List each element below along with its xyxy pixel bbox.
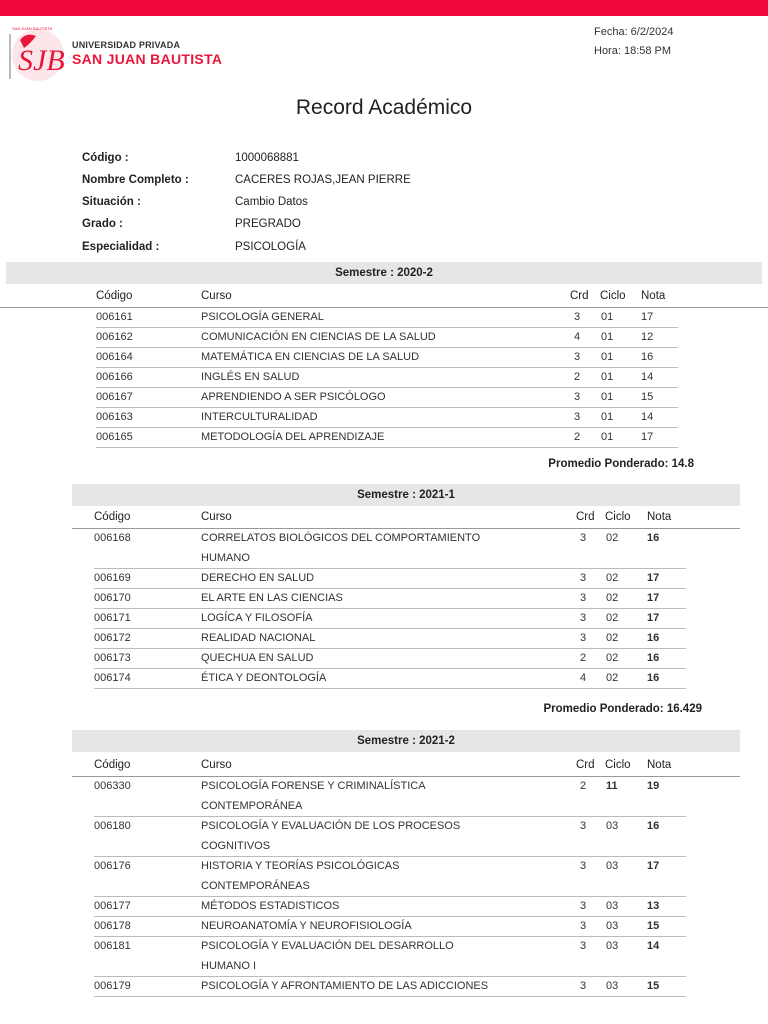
cell-crd: 3 (574, 391, 581, 403)
cell-nota: 17 (647, 860, 660, 872)
cell-nota: 17 (641, 431, 654, 443)
column-header-ciclo: Ciclo (605, 759, 631, 771)
cell-codigo: 006330 (94, 780, 131, 792)
cell-codigo: 006171 (94, 612, 131, 624)
cell-curso: INGLÉS EN SALUD (201, 371, 300, 383)
cell-nota: 17 (647, 592, 660, 604)
cell-codigo: 006180 (94, 820, 131, 832)
info-label: Código : (82, 152, 129, 164)
cell-codigo: 006168 (94, 532, 131, 544)
cell-nota: 16 (641, 351, 654, 363)
row-divider (94, 996, 686, 997)
cell-ciclo: 11 (606, 780, 618, 792)
cell-curso: MATEMÁTICA EN CIENCIAS DE LA SALUD (201, 351, 420, 363)
cell-nota: 14 (641, 371, 654, 383)
cell-codigo: 006167 (96, 391, 133, 403)
cell-ciclo: 03 (606, 900, 619, 912)
column-header-crd: Crd (576, 759, 595, 771)
cell-curso: MÉTODOS ESTADISTICOS (201, 900, 340, 912)
cell-codigo: 006177 (94, 900, 131, 912)
cell-codigo: 006176 (94, 860, 131, 872)
column-header-curso: Curso (201, 511, 232, 523)
column-header-crd: Crd (570, 290, 589, 302)
cell-ciclo: 01 (601, 331, 614, 343)
cell-nota: 14 (641, 411, 654, 423)
cell-ciclo: 01 (601, 311, 614, 323)
cell-nota: 14 (647, 940, 660, 952)
cell-nota: 12 (641, 331, 654, 343)
cell-nota: 15 (647, 980, 660, 992)
cell-crd: 4 (580, 672, 587, 684)
cell-curso: PSICOLOGÍA Y AFRONTAMIENTO DE LAS ADICCIONES (201, 980, 489, 992)
cell-crd: 3 (580, 632, 587, 644)
cell-codigo: 006172 (94, 632, 131, 644)
cell-ciclo: 02 (606, 592, 619, 604)
university-name-line1: UNIVERSIDAD PRIVADA (72, 40, 181, 50)
cell-curso: PSICOLOGÍA Y EVALUACIÓN DEL DESARROLLO (201, 940, 454, 952)
cell-codigo: 006169 (94, 572, 131, 584)
cell-curso: ÉTICA Y DEONTOLOGÍA (201, 672, 327, 684)
svg-text:SJB: SJB (18, 44, 65, 77)
cell-ciclo: 01 (601, 391, 614, 403)
semester-header: Semestre : 2021-2 (72, 730, 740, 752)
cell-curso: EL ARTE EN LAS CIENCIAS (201, 592, 343, 604)
cell-codigo: 006179 (94, 980, 131, 992)
semester-header: Semestre : 2021-1 (72, 484, 740, 506)
cell-ciclo: 01 (601, 411, 614, 423)
cell-ciclo: 02 (606, 632, 619, 644)
cell-codigo: 006181 (94, 940, 131, 952)
semester-header: Semestre : 2020-2 (6, 262, 762, 284)
cell-curso: PSICOLOGÍA Y EVALUACIÓN DE LOS PROCESOS (201, 820, 461, 832)
column-header-crd: Crd (576, 511, 595, 523)
cell-ciclo: 02 (606, 572, 619, 584)
info-value: Cambio Datos (235, 196, 308, 208)
cell-ciclo: 03 (606, 940, 619, 952)
cell-crd: 3 (574, 311, 581, 323)
cell-nota: 17 (647, 612, 660, 624)
cell-curso: REALIDAD NACIONAL (201, 632, 316, 644)
weighted-average: Promedio Ponderado: 16.429 (543, 703, 702, 715)
cell-curso: METODOLOGÍA DEL APRENDIZAJE (201, 431, 385, 443)
cell-ciclo: 03 (606, 980, 619, 992)
cell-crd: 3 (580, 592, 587, 604)
cell-nota: 16 (647, 672, 660, 684)
column-header-nota: Nota (647, 511, 672, 523)
cell-crd: 3 (580, 612, 587, 624)
cell-curso: LOGÍCA Y FILOSOFÍA (201, 612, 313, 624)
cell-ciclo: 03 (606, 920, 619, 932)
university-logo (6, 22, 66, 84)
cell-crd: 3 (580, 920, 587, 932)
cell-codigo: 006166 (96, 371, 133, 383)
cell-curso-continued: HUMANO (201, 552, 250, 564)
column-header-codigo: Código (94, 511, 131, 523)
cell-curso: CORRELATOS BIOLÓGICOS DEL COMPORTAMIENTO (201, 532, 481, 544)
report-date: Fecha: 6/2/2024 (594, 26, 674, 38)
row-divider (94, 688, 686, 689)
column-header-codigo: Código (96, 290, 133, 302)
column-header-ciclo: Ciclo (600, 290, 626, 302)
report-time: Hora: 18:58 PM (594, 45, 672, 57)
cell-nota: 16 (647, 532, 660, 544)
column-header-nota: Nota (647, 759, 672, 771)
svg-text:SAN JUAN BAUTISTA: SAN JUAN BAUTISTA (12, 26, 53, 31)
cell-ciclo: 03 (606, 820, 619, 832)
cell-curso-continued: CONTEMPORÁNEAS (201, 880, 310, 892)
column-header-codigo: Código (94, 759, 131, 771)
cell-codigo: 006164 (96, 351, 133, 363)
info-label: Grado : (82, 218, 123, 230)
cell-crd: 2 (580, 780, 587, 792)
info-label: Situación : (82, 196, 141, 208)
cell-curso-continued: HUMANO I (201, 960, 256, 972)
info-label: Nombre Completo : (82, 174, 189, 186)
page-title: Record Académico (295, 96, 473, 119)
cell-nota: 17 (647, 572, 660, 584)
column-header-nota: Nota (641, 290, 666, 302)
university-name-line2: SAN JUAN BAUTISTA (72, 51, 223, 67)
cell-crd: 3 (580, 820, 587, 832)
cell-curso: HISTORIA Y TEORÍAS PSICOLÓGICAS (201, 860, 400, 872)
cell-ciclo: 01 (601, 351, 614, 363)
cell-ciclo: 02 (606, 532, 619, 544)
cell-nota: 16 (647, 652, 660, 664)
cell-curso: COMUNICACIÓN EN CIENCIAS DE LA SALUD (201, 331, 436, 343)
column-header-curso: Curso (201, 290, 232, 302)
cell-codigo: 006170 (94, 592, 131, 604)
cell-ciclo: 02 (606, 672, 619, 684)
cell-crd: 3 (580, 980, 587, 992)
cell-nota: 16 (647, 632, 660, 644)
cell-curso: NEUROANATOMÍA Y NEUROFISIOLOGÍA (201, 920, 412, 932)
info-value: PSICOLOGÍA (235, 241, 306, 253)
cell-crd: 2 (580, 652, 587, 664)
cell-curso-continued: CONTEMPORÁNEA (201, 800, 303, 812)
cell-codigo: 006178 (94, 920, 131, 932)
row-divider (96, 447, 678, 448)
cell-ciclo: 01 (601, 371, 614, 383)
cell-codigo: 006163 (96, 411, 133, 423)
cell-codigo: 006165 (96, 431, 133, 443)
cell-crd: 3 (580, 532, 587, 544)
cell-curso: APRENDIENDO A SER PSICÓLOGO (201, 391, 386, 403)
cell-nota: 17 (641, 311, 654, 323)
info-value: 1000068881 (235, 152, 299, 164)
cell-nota: 13 (647, 900, 660, 912)
cell-crd: 3 (580, 572, 587, 584)
cell-crd: 4 (574, 331, 581, 343)
cell-crd: 3 (580, 860, 587, 872)
weighted-average: Promedio Ponderado: 14.8 (548, 458, 694, 470)
cell-codigo: 006162 (96, 331, 133, 343)
cell-nota: 15 (647, 920, 660, 932)
cell-curso: INTERCULTURALIDAD (201, 411, 318, 423)
cell-codigo: 006173 (94, 652, 131, 664)
cell-ciclo: 02 (606, 652, 619, 664)
cell-ciclo: 01 (601, 431, 614, 443)
cell-curso: DERECHO EN SALUD (201, 572, 315, 584)
cell-curso-continued: COGNITIVOS (201, 840, 271, 852)
cell-crd: 2 (574, 371, 581, 383)
cell-nota: 19 (647, 780, 660, 792)
cell-codigo: 006174 (94, 672, 131, 684)
cell-codigo: 006161 (96, 311, 133, 323)
cell-crd: 2 (574, 431, 581, 443)
cell-ciclo: 02 (606, 612, 619, 624)
cell-crd: 3 (574, 411, 581, 423)
cell-ciclo: 03 (606, 860, 619, 872)
info-value: CACERES ROJAS,JEAN PIERRE (235, 174, 411, 186)
column-header-curso: Curso (201, 759, 232, 771)
info-label: Especialidad : (82, 241, 160, 253)
cell-crd: 3 (580, 940, 587, 952)
top-accent-bar (0, 0, 768, 16)
cell-curso: PSICOLOGÍA FORENSE Y CRIMINALÍSTICA (201, 780, 426, 792)
cell-curso: QUECHUA EN SALUD (201, 652, 314, 664)
cell-crd: 3 (580, 900, 587, 912)
info-value: PREGRADO (235, 218, 301, 230)
cell-nota: 16 (647, 820, 660, 832)
cell-nota: 15 (641, 391, 654, 403)
cell-curso: PSICOLOGÍA GENERAL (201, 311, 324, 323)
column-header-ciclo: Ciclo (605, 511, 631, 523)
cell-crd: 3 (574, 351, 581, 363)
